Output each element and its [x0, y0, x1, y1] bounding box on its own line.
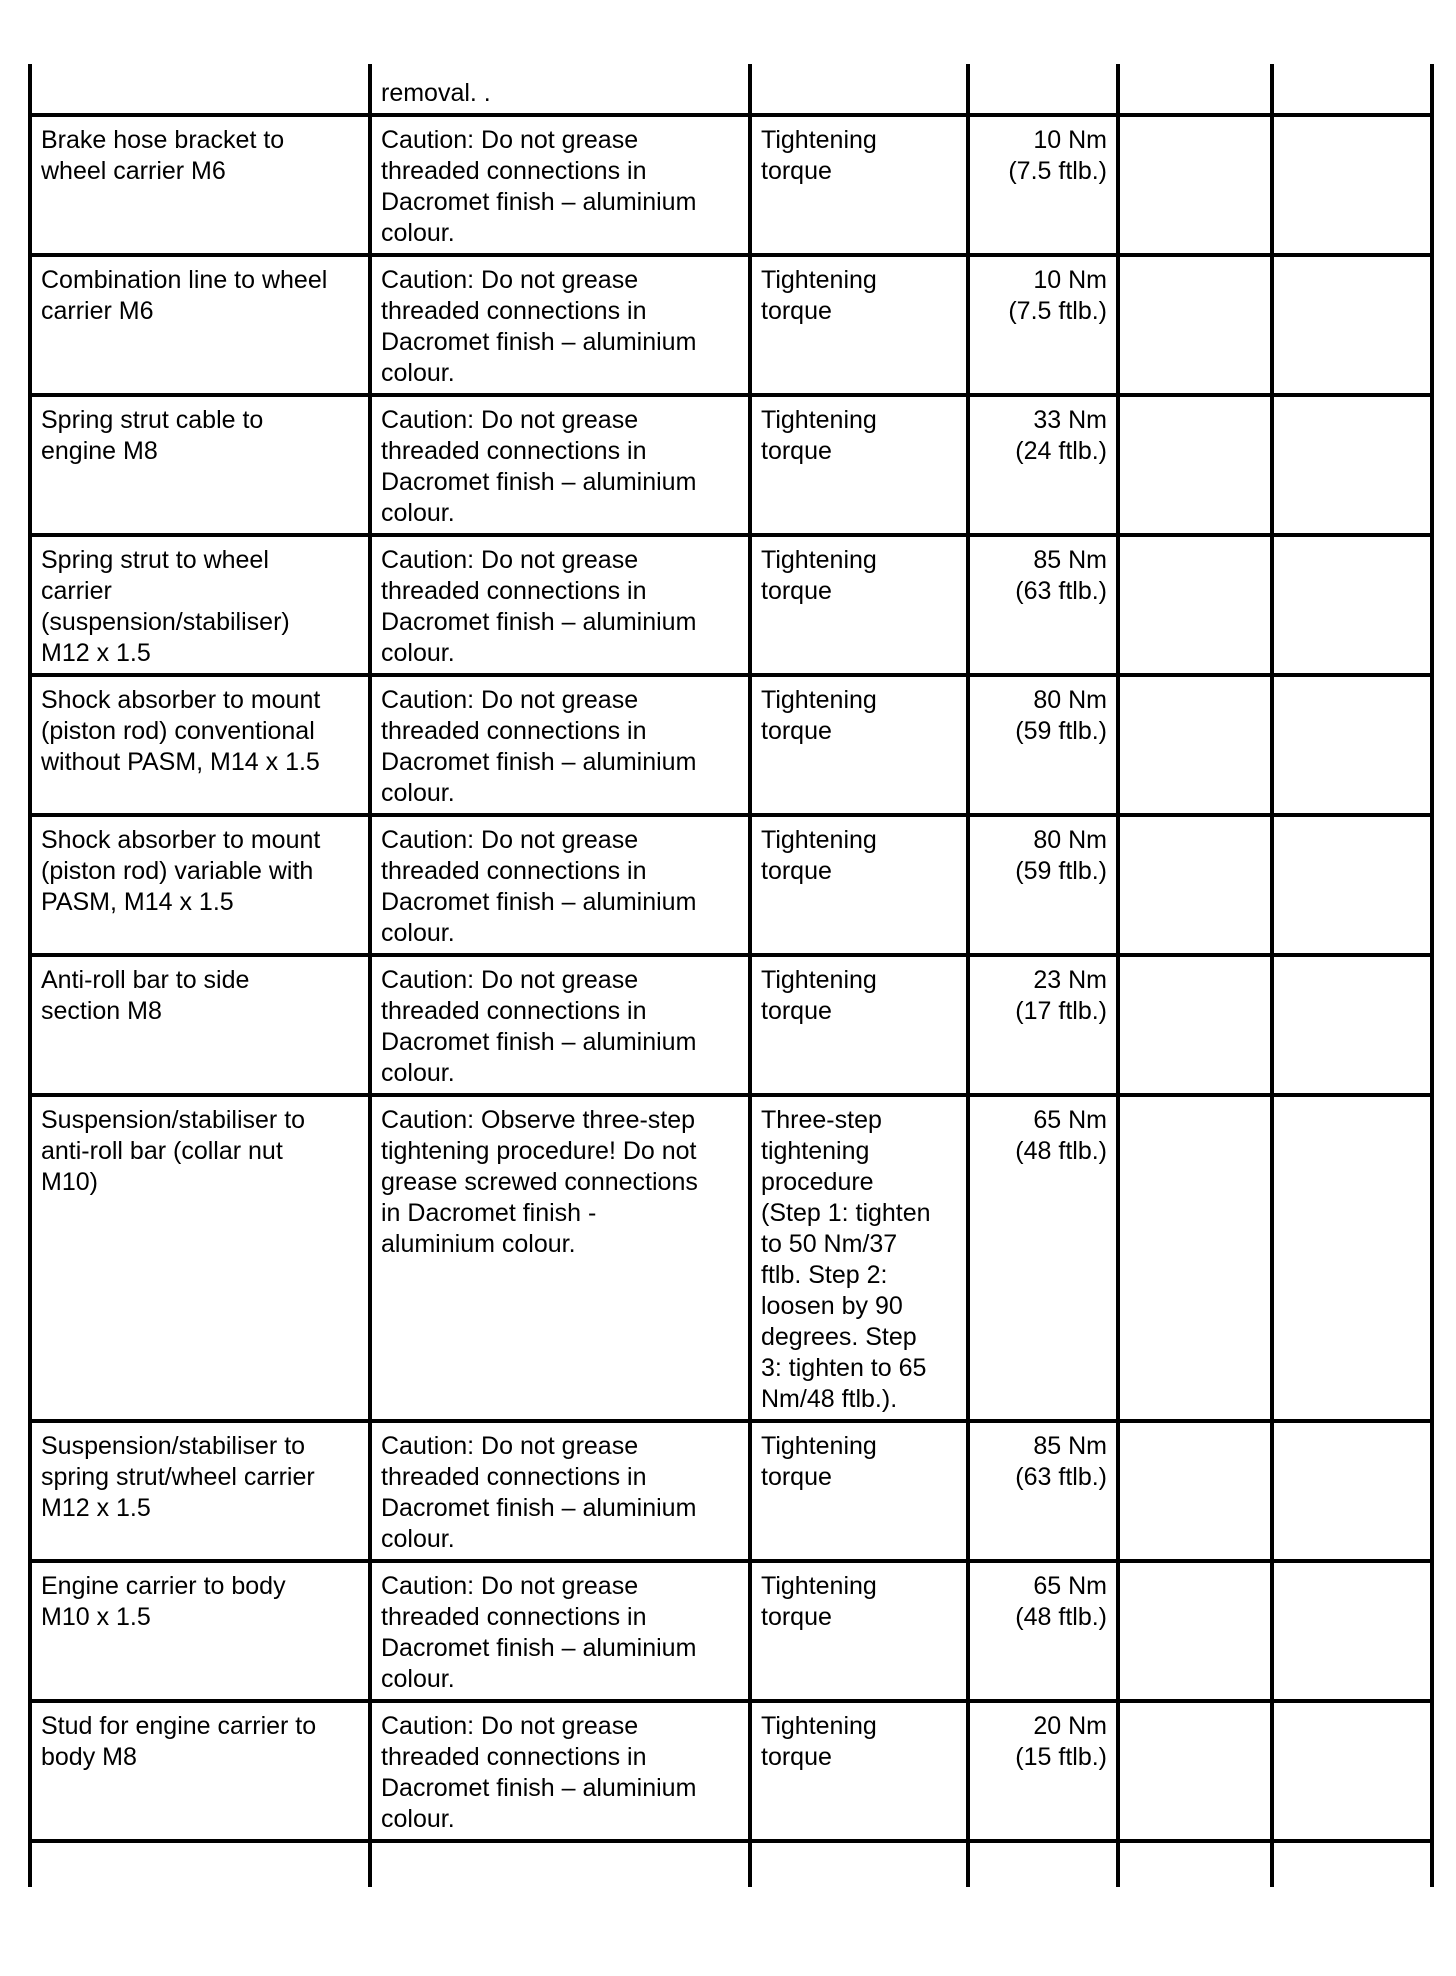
note-text-line: Caution: Do not grease	[381, 266, 639, 294]
value-text-line: 10 Nm	[1033, 126, 1107, 154]
empty-cell	[1272, 395, 1432, 535]
empty-cell	[1272, 675, 1432, 815]
part-text-line: Stud for engine carrier to	[41, 1712, 317, 1740]
value-text-line: (63 ftlb.)	[1015, 577, 1107, 605]
note-text-line: colour.	[381, 919, 455, 947]
type-text-line: Tightening	[761, 686, 877, 714]
continuation-text: removal. .	[381, 79, 491, 107]
part-cell	[30, 1421, 370, 1561]
type-text-line: Tightening	[761, 966, 877, 994]
note-text-line: Dacromet finish – aluminium	[381, 188, 697, 216]
part-text-line: Engine carrier to body	[41, 1572, 286, 1600]
part-text-line: M10)	[41, 1168, 98, 1196]
note-text-line: threaded connections in	[381, 1603, 647, 1631]
empty-cell	[1118, 395, 1272, 535]
value-cell	[968, 1421, 1118, 1561]
table-row	[30, 1701, 1432, 1841]
type-text-line: Nm/48 ftlb.).	[761, 1385, 898, 1413]
type-cell	[750, 64, 968, 115]
continuation-row-next	[30, 1841, 1432, 1887]
continuation-row	[30, 64, 1432, 115]
part-cell	[30, 675, 370, 815]
type-text-line: ftlb. Step 2:	[761, 1261, 888, 1289]
value-text-line: 80 Nm	[1033, 826, 1107, 854]
part-cell	[30, 395, 370, 535]
part-cell	[30, 535, 370, 675]
part-cell	[30, 815, 370, 955]
note-text-line: threaded connections in	[381, 577, 647, 605]
table-row	[30, 815, 1432, 955]
table-row	[30, 255, 1432, 395]
type-text-line: Tightening	[761, 126, 877, 154]
type-text-line: (Step 1: tighten	[761, 1199, 931, 1227]
empty-cell	[1272, 955, 1432, 1095]
part-cell	[30, 64, 370, 115]
part-text-line: Shock absorber to mount	[41, 826, 321, 854]
value-text-line: 80 Nm	[1033, 686, 1107, 714]
value-cell	[968, 815, 1118, 955]
empty-cell	[1118, 675, 1272, 815]
empty-cell	[1272, 1421, 1432, 1561]
note-text-line: threaded connections in	[381, 437, 647, 465]
part-text-line: without PASM, M14 x 1.5	[41, 748, 320, 776]
part-text-line: Combination line to wheel	[41, 266, 328, 294]
value-text-line: 20 Nm	[1033, 1712, 1107, 1740]
part-text-line: wheel carrier M6	[41, 157, 226, 185]
value-text-line: 85 Nm	[1033, 1432, 1107, 1460]
table-row	[30, 115, 1432, 255]
type-text-line: torque	[761, 157, 832, 185]
value-text-line: (63 ftlb.)	[1015, 1463, 1107, 1491]
table-row	[30, 1095, 1432, 1421]
part-text-line: (suspension/stabiliser)	[41, 608, 290, 636]
empty-cell	[1118, 1701, 1272, 1841]
value-text-line: (48 ftlb.)	[1015, 1137, 1107, 1165]
note-text-line: Caution: Do not grease	[381, 1712, 639, 1740]
note-text-line: Caution: Observe three-step	[381, 1106, 696, 1134]
empty-cell	[1272, 1841, 1432, 1887]
type-text-line: tightening	[761, 1137, 870, 1165]
note-text-line: Caution: Do not grease	[381, 686, 639, 714]
type-text-line: torque	[761, 997, 832, 1025]
note-text-line: in Dacromet finish -	[381, 1199, 597, 1227]
value-text-line: 33 Nm	[1033, 406, 1107, 434]
empty-cell	[370, 1841, 750, 1887]
empty-cell	[1272, 1095, 1432, 1421]
note-text-line: colour.	[381, 1525, 455, 1553]
type-cell	[750, 395, 968, 535]
note-text-line: colour.	[381, 1059, 455, 1087]
type-text-line: torque	[761, 1463, 832, 1491]
torque-table	[28, 64, 1434, 1887]
note-text-line: threaded connections in	[381, 297, 647, 325]
value-cell	[968, 64, 1118, 115]
empty-cell	[1118, 955, 1272, 1095]
note-text-line: threaded connections in	[381, 857, 647, 885]
type-text-line: Tightening	[761, 546, 877, 574]
type-text-line: torque	[761, 577, 832, 605]
part-text-line: M10 x 1.5	[41, 1603, 151, 1631]
note-cell	[370, 115, 750, 255]
note-text-line: tightening procedure! Do not	[381, 1137, 697, 1165]
value-text-line: 10 Nm	[1033, 266, 1107, 294]
empty-cell	[968, 1841, 1118, 1887]
value-cell	[968, 395, 1118, 535]
note-cell	[370, 395, 750, 535]
part-text-line: section M8	[41, 997, 162, 1025]
part-text-line: spring strut/wheel carrier	[41, 1463, 315, 1491]
part-text-line: anti-roll bar (collar nut	[41, 1137, 283, 1165]
type-text-line: torque	[761, 857, 832, 885]
part-text-line: Spring strut cable to	[41, 406, 264, 434]
note-text-line: Caution: Do not grease	[381, 1432, 639, 1460]
part-text-line: M12 x 1.5	[41, 639, 151, 667]
part-text-line: carrier	[41, 577, 112, 605]
note-text-line: colour.	[381, 1665, 455, 1693]
note-text-line: aluminium colour.	[381, 1230, 576, 1258]
type-text-line: Tightening	[761, 826, 877, 854]
value-cell	[968, 1701, 1118, 1841]
type-text-line: procedure	[761, 1168, 874, 1196]
note-text-line: grease screwed connections	[381, 1168, 698, 1196]
note-cell	[370, 1095, 750, 1421]
table-row	[30, 955, 1432, 1095]
value-text-line: 65 Nm	[1033, 1106, 1107, 1134]
note-text-line: Dacromet finish – aluminium	[381, 608, 697, 636]
type-cell	[750, 1561, 968, 1701]
value-text-line: 65 Nm	[1033, 1572, 1107, 1600]
part-cell	[30, 1561, 370, 1701]
empty-cell	[1272, 115, 1432, 255]
part-cell	[30, 955, 370, 1095]
part-cell	[30, 115, 370, 255]
note-text-line: Dacromet finish – aluminium	[381, 328, 697, 356]
note-text-line: threaded connections in	[381, 1463, 647, 1491]
value-cell	[968, 1095, 1118, 1421]
note-text-line: Caution: Do not grease	[381, 546, 639, 574]
note-text-line: Dacromet finish – aluminium	[381, 888, 697, 916]
empty-cell	[1118, 1095, 1272, 1421]
part-text-line: Suspension/stabiliser to	[41, 1432, 306, 1460]
torque-spec-sheet	[28, 64, 1430, 1887]
value-text-line: (15 ftlb.)	[1015, 1743, 1107, 1771]
empty-cell	[30, 1841, 370, 1887]
note-text-line: colour.	[381, 639, 455, 667]
type-text-line: torque	[761, 1603, 832, 1631]
part-text-line: M12 x 1.5	[41, 1494, 151, 1522]
empty-cell	[750, 1841, 968, 1887]
note-text-line: threaded connections in	[381, 997, 647, 1025]
note-cell	[370, 1421, 750, 1561]
value-cell	[968, 255, 1118, 395]
empty-cell	[1118, 255, 1272, 395]
part-cell	[30, 255, 370, 395]
note-text-line: Dacromet finish – aluminium	[381, 748, 697, 776]
note-text-line: threaded connections in	[381, 1743, 647, 1771]
empty-cell	[1118, 535, 1272, 675]
table-row	[30, 1421, 1432, 1561]
type-text-line: 3: tighten to 65	[761, 1354, 927, 1382]
type-text-line: Three-step	[761, 1106, 882, 1134]
note-text-line: Caution: Do not grease	[381, 126, 639, 154]
value-text-line: (59 ftlb.)	[1015, 857, 1107, 885]
note-text-line: colour.	[381, 219, 455, 247]
type-text-line: to 50 Nm/37	[761, 1230, 898, 1258]
note-cell	[370, 64, 750, 115]
value-text-line: (17 ftlb.)	[1015, 997, 1107, 1025]
part-text-line: carrier M6	[41, 297, 154, 325]
type-cell	[750, 1701, 968, 1841]
empty-cell	[1272, 255, 1432, 395]
note-text-line: Caution: Do not grease	[381, 826, 639, 854]
value-text-line: 85 Nm	[1033, 546, 1107, 574]
value-text-line: (48 ftlb.)	[1015, 1603, 1107, 1631]
value-text-line: (24 ftlb.)	[1015, 437, 1107, 465]
type-text-line: Tightening	[761, 1432, 877, 1460]
value-cell	[968, 1561, 1118, 1701]
value-cell	[968, 115, 1118, 255]
note-text-line: colour.	[381, 499, 455, 527]
part-text-line: (piston rod) conventional	[41, 717, 315, 745]
part-text-line: Spring strut to wheel	[41, 546, 269, 574]
note-cell	[370, 955, 750, 1095]
type-text-line: Tightening	[761, 406, 877, 434]
note-text-line: Caution: Do not grease	[381, 1572, 639, 1600]
type-cell	[750, 115, 968, 255]
part-text-line: PASM, M14 x 1.5	[41, 888, 234, 916]
type-cell	[750, 255, 968, 395]
part-text-line: body M8	[41, 1743, 137, 1771]
part-text-line: Suspension/stabiliser to	[41, 1106, 306, 1134]
note-text-line: Dacromet finish – aluminium	[381, 1028, 697, 1056]
table-row	[30, 675, 1432, 815]
note-text-line: Dacromet finish – aluminium	[381, 468, 697, 496]
torque-table-body	[30, 64, 1432, 1887]
note-cell	[370, 675, 750, 815]
table-row	[30, 1561, 1432, 1701]
table-row	[30, 395, 1432, 535]
value-text-line: 23 Nm	[1033, 966, 1107, 994]
note-text-line: threaded connections in	[381, 157, 647, 185]
note-text-line: colour.	[381, 779, 455, 807]
part-text-line: engine M8	[41, 437, 158, 465]
empty-cell	[1272, 64, 1432, 115]
type-cell	[750, 535, 968, 675]
part-text-line: (piston rod) variable with	[41, 857, 314, 885]
part-text-line: Brake hose bracket to	[41, 126, 285, 154]
type-text-line: Tightening	[761, 266, 877, 294]
value-cell	[968, 955, 1118, 1095]
type-cell	[750, 815, 968, 955]
note-cell	[370, 255, 750, 395]
note-cell	[370, 1561, 750, 1701]
part-text-line: Shock absorber to mount	[41, 686, 321, 714]
empty-cell	[1118, 1561, 1272, 1701]
empty-cell	[1118, 115, 1272, 255]
part-cell	[30, 1095, 370, 1421]
note-cell	[370, 535, 750, 675]
note-text-line: Caution: Do not grease	[381, 406, 639, 434]
note-cell	[370, 1701, 750, 1841]
type-text-line: Tightening	[761, 1712, 877, 1740]
note-text-line: colour.	[381, 1805, 455, 1833]
empty-cell	[1272, 1561, 1432, 1701]
value-text-line: (59 ftlb.)	[1015, 717, 1107, 745]
note-text-line: Dacromet finish – aluminium	[381, 1774, 697, 1802]
value-cell	[968, 675, 1118, 815]
empty-cell	[1272, 1701, 1432, 1841]
type-text-line: torque	[761, 297, 832, 325]
empty-cell	[1118, 64, 1272, 115]
type-text-line: Tightening	[761, 1572, 877, 1600]
value-text-line: (7.5 ftlb.)	[1008, 297, 1107, 325]
type-cell	[750, 1095, 968, 1421]
type-text-line: degrees. Step	[761, 1323, 917, 1351]
type-text-line: torque	[761, 717, 832, 745]
type-text-line: torque	[761, 437, 832, 465]
empty-cell	[1118, 815, 1272, 955]
note-text-line: colour.	[381, 359, 455, 387]
empty-cell	[1118, 1421, 1272, 1561]
note-text-line: Dacromet finish – aluminium	[381, 1634, 697, 1662]
note-text-line: Dacromet finish – aluminium	[381, 1494, 697, 1522]
note-text-line: Caution: Do not grease	[381, 966, 639, 994]
empty-cell	[1118, 1841, 1272, 1887]
type-cell	[750, 955, 968, 1095]
note-cell	[370, 815, 750, 955]
value-cell	[968, 535, 1118, 675]
type-cell	[750, 1421, 968, 1561]
value-text-line: (7.5 ftlb.)	[1008, 157, 1107, 185]
note-text-line: threaded connections in	[381, 717, 647, 745]
part-cell	[30, 1701, 370, 1841]
empty-cell	[1272, 815, 1432, 955]
table-row	[30, 535, 1432, 675]
type-text-line: torque	[761, 1743, 832, 1771]
type-cell	[750, 675, 968, 815]
empty-cell	[1272, 535, 1432, 675]
part-text-line: Anti-roll bar to side	[41, 966, 250, 994]
type-text-line: loosen by 90	[761, 1292, 903, 1320]
